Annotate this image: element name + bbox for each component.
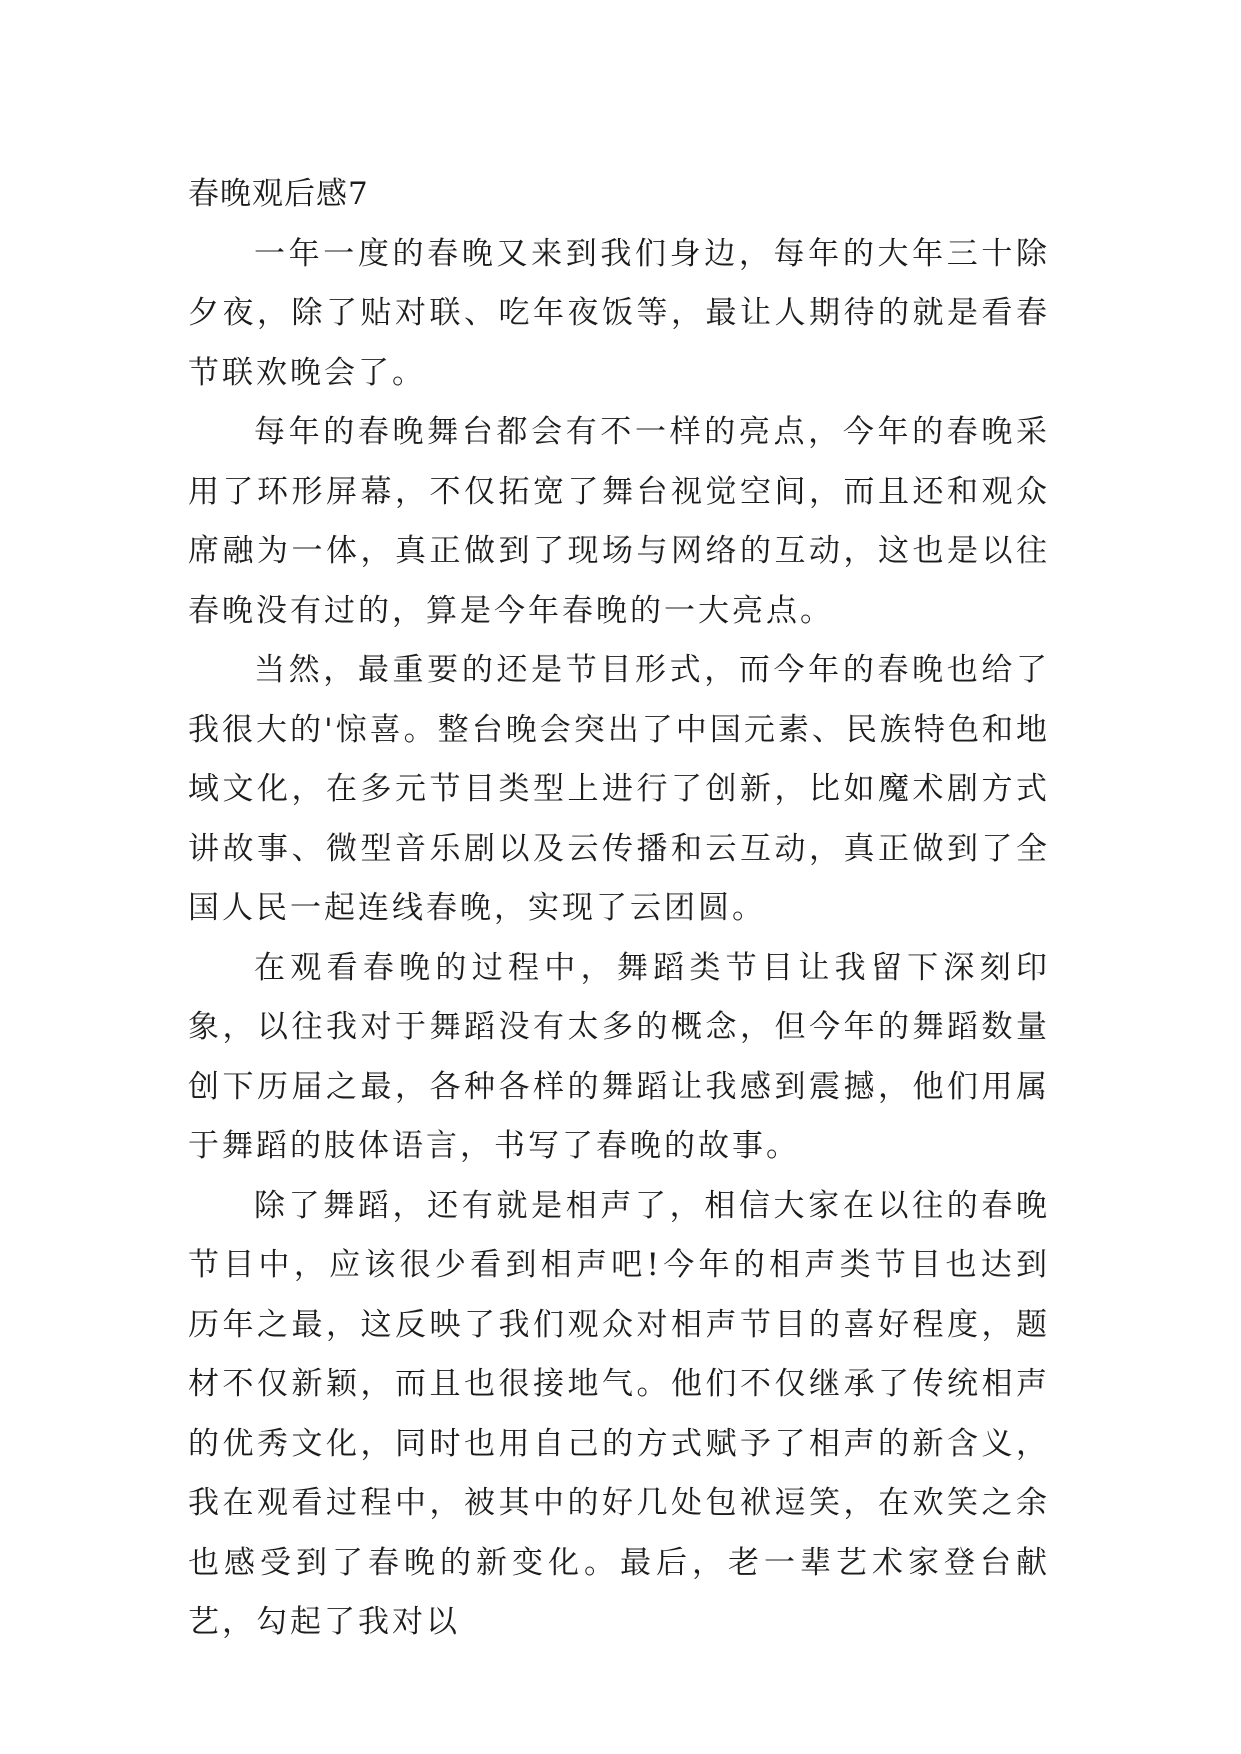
paragraph-5: 除了舞蹈，还有就是相声了，相信大家在以往的春晚节目中，应该很少看到相声吧!今年的相声类节目也达到历年之最，这反映了我们观众对相声节目的喜好程度，题材不仅新颖，而且也很接地气。他们不仅继承了传统相声的优秀文化，同时也用自己的方式赋予了相声的新含义，我在观看过程中，被其中的好几处包袱逗笑，在欢笑之余也感受到了春晚的新变化。最后，老一辈艺术家登台献艺，勾起了我对以: [188, 1187, 1050, 1640]
document-title: 春晚观后感7: [188, 176, 369, 212]
paragraph-1: 一年一度的春晚又来到我们身边，每年的大年三十除夕夜，除了贴对联、吃年夜饭等，最让人期待的就是看春节联欢晚会了。: [188, 235, 1050, 391]
paragraph-3: 当然，最重要的还是节目形式，而今年的春晚也给了我很大的'惊喜。整台晚会突出了中国元素、民族特色和地域文化，在多元节目类型上进行了创新，比如魔术剧方式讲故事、微型音乐剧以及云传播和云互动，真正做到了全国人民一起连线春晚，实现了云团圆。: [188, 652, 1050, 926]
paragraph-4: 在观看春晚的过程中，舞蹈类节目让我留下深刻印象，以往我对于舞蹈没有太多的概念，但今年的舞蹈数量创下历届之最，各种各样的舞蹈让我感到震撼，他们用属于舞蹈的肢体语言，书写了春晚的故事。: [188, 949, 1050, 1164]
document-body: [188, 165, 1050, 1653]
paragraph-2: 每年的春晚舞台都会有不一样的亮点，今年的春晚采用了环形屏幕，不仅拓宽了舞台视觉空间，而且还和观众席融为一体，真正做到了现场与网络的互动，这也是以往春晚没有过的，算是今年春晚的一大亮点。: [188, 414, 1050, 629]
